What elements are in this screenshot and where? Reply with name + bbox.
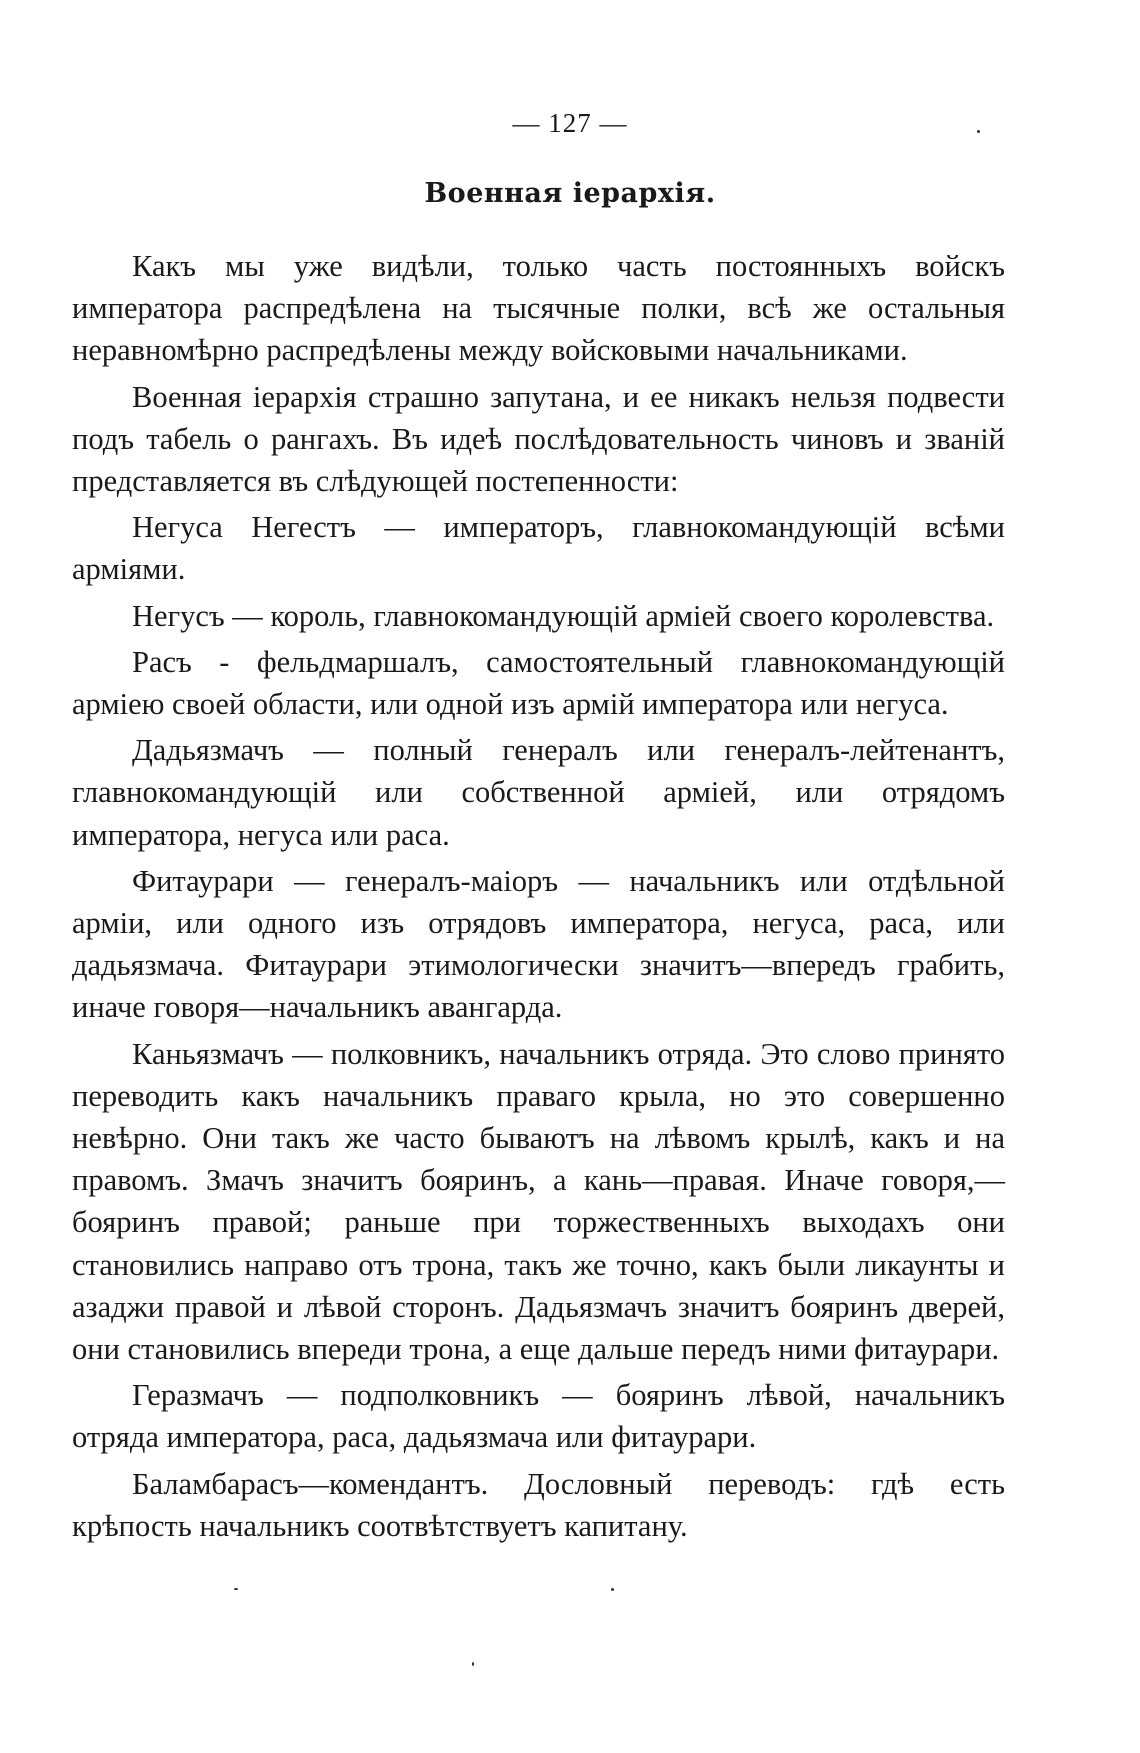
scan-speck — [472, 1662, 474, 1666]
scan-speck — [611, 1588, 614, 1591]
scan-speck — [977, 130, 980, 133]
paragraph: Фитаурари — генералъ-маіоръ — начальникъ или отдѣльной арміи, или одного изъ отрядовъ императора, негуса, раса, или дадьязмача. Фитаурари этимологически значитъ—впередъ грабить, иначе говоря—начальникъ авангарда. — [72, 863, 1005, 1025]
body-text — [72, 245, 1005, 1551]
paragraph: Негуса Негестъ — императоръ, главнокомандующій всѣми арміями. — [72, 510, 1005, 587]
section-title: Военная іерархія. — [424, 178, 716, 209]
page-number: — 127 — — [512, 108, 628, 138]
paragraph: Геразмачъ — подполковникъ — бояринъ лѣвой, начальникъ отряда императора, раса, дадьязмача или фитаурари. — [72, 1378, 1005, 1455]
paragraph: Расъ - фельдмаршалъ, самостоятельный главнокомандующій арміею своей области, или одной изъ армій императора или негуса. — [72, 644, 1005, 722]
paragraph: Негусъ — король, главнокомандующій арміей своего королевства. — [132, 598, 995, 633]
paragraph: Каньязмачъ — полковникъ, начальникъ отряда. Это слово принято переводить какъ начальникъ праваго крыла, но это совершенно невѣрно. Они такъ же часто бываютъ на лѣвомъ крылѣ, какъ и на правомъ. Змачъ значитъ бояринъ, а кань—правая. Иначе говоря,—бояринъ правой; раньше при торжественныхъ выходахъ они становились направо отъ трона, такъ же точно, какъ были ликаунты и азаджи правой и лѣвой сторонъ. Дадьязмачъ значитъ бояринъ дверей, они становились впереди трона, а еще дальше передъ ними фитаурари. — [72, 1036, 1005, 1367]
paragraph: Какъ мы уже видѣли, только часть постоянныхъ войскъ императора распредѣлена на тысячные полки, всѣ же остальныя неравномѣрно распредѣлены между войсковыми начальниками. — [72, 249, 1005, 368]
paragraph: Баламбарасъ—комендантъ. Дословный переводъ: гдѣ есть крѣпость начальникъ соотвѣтствуетъ капитану. — [72, 1466, 1005, 1543]
paragraph: Военная іерархія страшно запутана, и ее никакъ нельзя подвести подъ табель о рангахъ. Въ идеѣ послѣдовательность чиновъ и званій представляется въ слѣдующей постепенности: — [72, 379, 1005, 499]
scan-speck — [234, 1588, 238, 1590]
paragraph: Дадьязмачъ — полный генералъ или генералъ-лейтенантъ, главнокомандующій или собственной арміей, или отрядомъ императора, негуса или раса. — [72, 733, 1005, 852]
